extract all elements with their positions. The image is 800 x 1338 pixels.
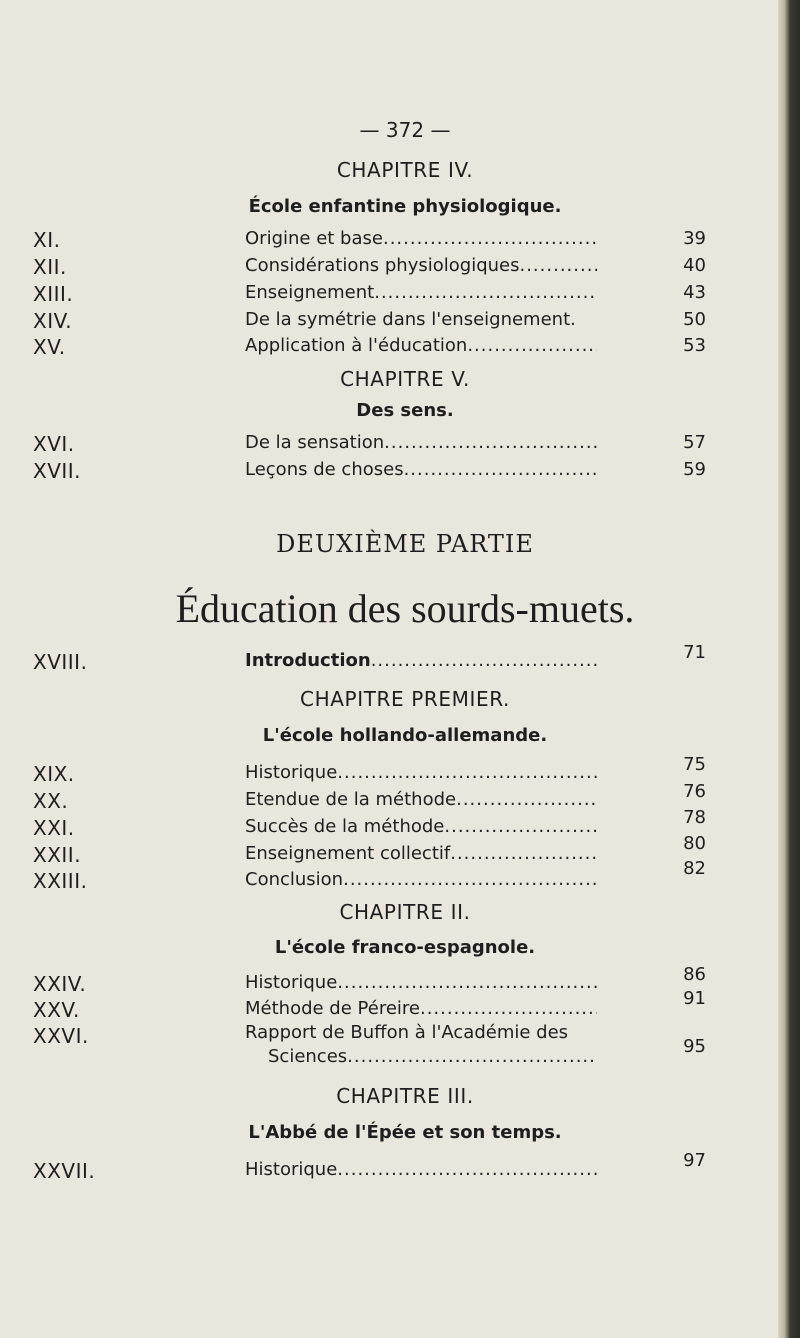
toc-entry (245, 282, 597, 303)
page-ref: 82 (683, 858, 706, 879)
chapter-heading: CHAPITRE PREMIER. (300, 687, 510, 711)
roman-numeral: XVII. (33, 459, 82, 483)
part-title: DEUXIÈME PARTIE (276, 530, 534, 558)
toc-entry-title: Introduction (245, 650, 371, 671)
toc-entry-title: Conclusion (245, 869, 344, 890)
toc-entry (245, 1159, 597, 1180)
roman-numeral: XIX. (33, 762, 75, 786)
toc-entry (245, 432, 597, 453)
roman-numeral: XVI. (33, 432, 75, 456)
chapter-subtitle: L'école hollando-allemande. (262, 725, 548, 746)
roman-numeral: XXVII. (33, 1159, 96, 1183)
roman-numeral: XXI. (33, 816, 75, 840)
roman-numeral: XIII. (33, 282, 74, 306)
toc-entry-title: Sciences (268, 1046, 348, 1067)
part-subtitle: Éducation des sourds-muets. (175, 586, 635, 631)
roman-numeral: XV. (33, 335, 66, 359)
toc-entry (245, 255, 597, 276)
page-ref: 78 (683, 807, 706, 828)
roman-numeral: XVIII. (33, 650, 88, 674)
toc-entry-title: Application à l'éducation (245, 335, 468, 356)
toc-entry (245, 335, 597, 356)
toc-entry-title: Enseignement (245, 282, 375, 303)
toc-entry-title: Origine et base (245, 228, 383, 249)
chapter-heading: CHAPITRE V. (340, 367, 470, 391)
toc-entry-title: De la sensation (245, 432, 385, 453)
toc-entry-continuation (268, 1046, 597, 1067)
page-ref: 95 (683, 1036, 706, 1057)
page-number: — 372 — (359, 118, 451, 142)
toc-entry (245, 1022, 597, 1043)
chapter-subtitle: Des sens. (356, 400, 454, 421)
toc-entry (245, 816, 597, 837)
page-ref: 43 (683, 282, 706, 303)
toc-entry-title: Méthode de Péreire (245, 998, 420, 1019)
roman-numeral: XXIII. (33, 869, 88, 893)
toc-entry-title: De la symétrie dans l'enseignement. (245, 309, 576, 330)
page-ref: 71 (683, 642, 706, 663)
toc-entry-title: Historique (245, 972, 338, 993)
toc-entry-title: Considérations physiologiques (245, 255, 520, 276)
toc-entry (245, 228, 597, 249)
chapter-subtitle: L'école franco-espagnole. (274, 937, 536, 958)
toc-entry-title: Enseignement collectif (245, 843, 451, 864)
toc-entry (245, 762, 597, 783)
page-ref: 40 (683, 255, 706, 276)
roman-numeral: XII. (33, 255, 67, 279)
toc-entry (245, 789, 597, 810)
page-ref: 59 (683, 459, 706, 480)
toc-entry (245, 998, 597, 1019)
toc-entry (245, 843, 597, 864)
toc-entry-title: Succès de la méthode (245, 816, 445, 837)
page-ref: 75 (683, 754, 706, 775)
toc-entry (245, 650, 597, 671)
page-edge-shadow (778, 0, 800, 1338)
chapter-heading: CHAPITRE II. (339, 900, 471, 924)
toc-entry (245, 869, 597, 890)
page-ref: 53 (683, 335, 706, 356)
chapter-heading: CHAPITRE IV. (336, 158, 474, 182)
roman-numeral: XXVI. (33, 1024, 89, 1048)
toc-entry-title: Rapport de Buffon à l'Académie des (245, 1022, 569, 1043)
roman-numeral: XXIV. (33, 972, 87, 996)
page-ref: 80 (683, 833, 706, 854)
page-ref: 91 (683, 988, 706, 1009)
chapter-subtitle: L'Abbé de l'Épée et son temps. (248, 1122, 562, 1143)
toc-entry (245, 459, 597, 480)
page-ref: 97 (683, 1150, 706, 1171)
roman-numeral: XI. (33, 228, 61, 252)
toc-entry (245, 972, 597, 993)
roman-numeral: XIV. (33, 309, 73, 333)
toc-entry-title: Historique (245, 1159, 338, 1180)
toc-entry (245, 309, 597, 330)
toc-entry-title: Etendue de la méthode (245, 789, 457, 810)
page-ref: 57 (683, 432, 706, 453)
chapter-heading: CHAPITRE III. (336, 1084, 474, 1108)
roman-numeral: XX. (33, 789, 69, 813)
roman-numeral: XXV. (33, 998, 80, 1022)
toc-entry-title: Historique (245, 762, 338, 783)
page-ref: 39 (683, 228, 706, 249)
page-ref: 76 (683, 781, 706, 802)
roman-numeral: XXII. (33, 843, 82, 867)
page-ref: 50 (683, 309, 706, 330)
chapter-subtitle: École enfantine physiologique. (248, 196, 562, 217)
toc-entry-title: Leçons de choses (245, 459, 404, 480)
page-ref: 86 (683, 964, 706, 985)
